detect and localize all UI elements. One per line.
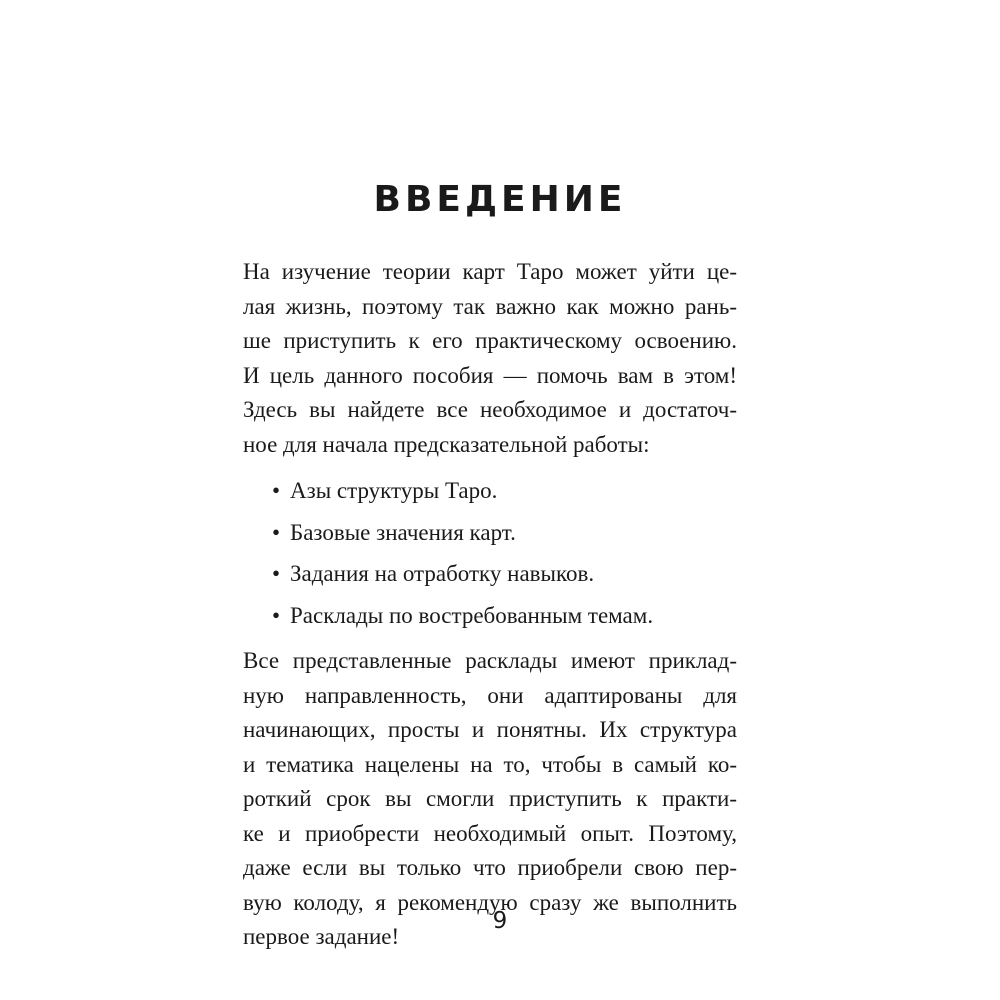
text-line: лая жизнь, поэтому так важно как можно рань-	[243, 293, 737, 319]
list-item-text: Азы структуры Таро.	[290, 478, 498, 503]
intro-paragraph	[243, 255, 737, 462]
bullet-marker: •	[272, 561, 281, 586]
text-line: даже если вы только что приобрели свою пер-	[243, 855, 737, 880]
text-line: Здесь вы найдете все необходимое и достаточ-	[243, 397, 737, 422]
text-line: первое задание!	[243, 924, 400, 949]
list-item-text: Задания на отработку навыков.	[290, 561, 595, 586]
list-item-text: Расклады по востребованным темам.	[290, 602, 654, 628]
bullet-marker: •	[272, 478, 281, 503]
text-line: ное для начала предсказательной работы:	[243, 431, 650, 457]
text-line: ке и приобрести необходимый опыт. Поэтому,	[243, 820, 737, 846]
text-line: роткий срок вы смогли приступить к практи-	[243, 786, 737, 811]
text-line: начинающих, просты и понятны. Их структура	[243, 717, 737, 742]
bullet-marker: •	[272, 602, 281, 628]
text-line: ше приступить к его практическому освоению.	[243, 328, 737, 353]
body-text	[243, 255, 737, 955]
list-item-text: Базовые значения карт.	[290, 519, 516, 545]
list-item	[243, 595, 737, 637]
chapter-heading: ВВЕДЕНИЕ	[373, 179, 627, 220]
text-line: Все представленные расклады имеют приклад-	[243, 648, 737, 673]
text-line: ную направленность, они адаптированы для	[243, 682, 737, 708]
text-line: и тематика нацелены на то, чтобы в самый ко-	[243, 751, 737, 777]
page-number: 9	[492, 908, 508, 934]
text-line: И цель данного пособия — помочь вам в этом!	[243, 362, 737, 388]
list-item	[243, 512, 737, 554]
list-item	[243, 553, 737, 595]
text-line: вую колоду, я рекомендую сразу же выполнить	[243, 889, 737, 915]
bullet-marker: •	[272, 519, 281, 545]
text-line: На изучение теории карт Таро может уйти це-	[243, 259, 737, 284]
bullet-list	[243, 470, 737, 636]
list-item	[243, 470, 737, 512]
